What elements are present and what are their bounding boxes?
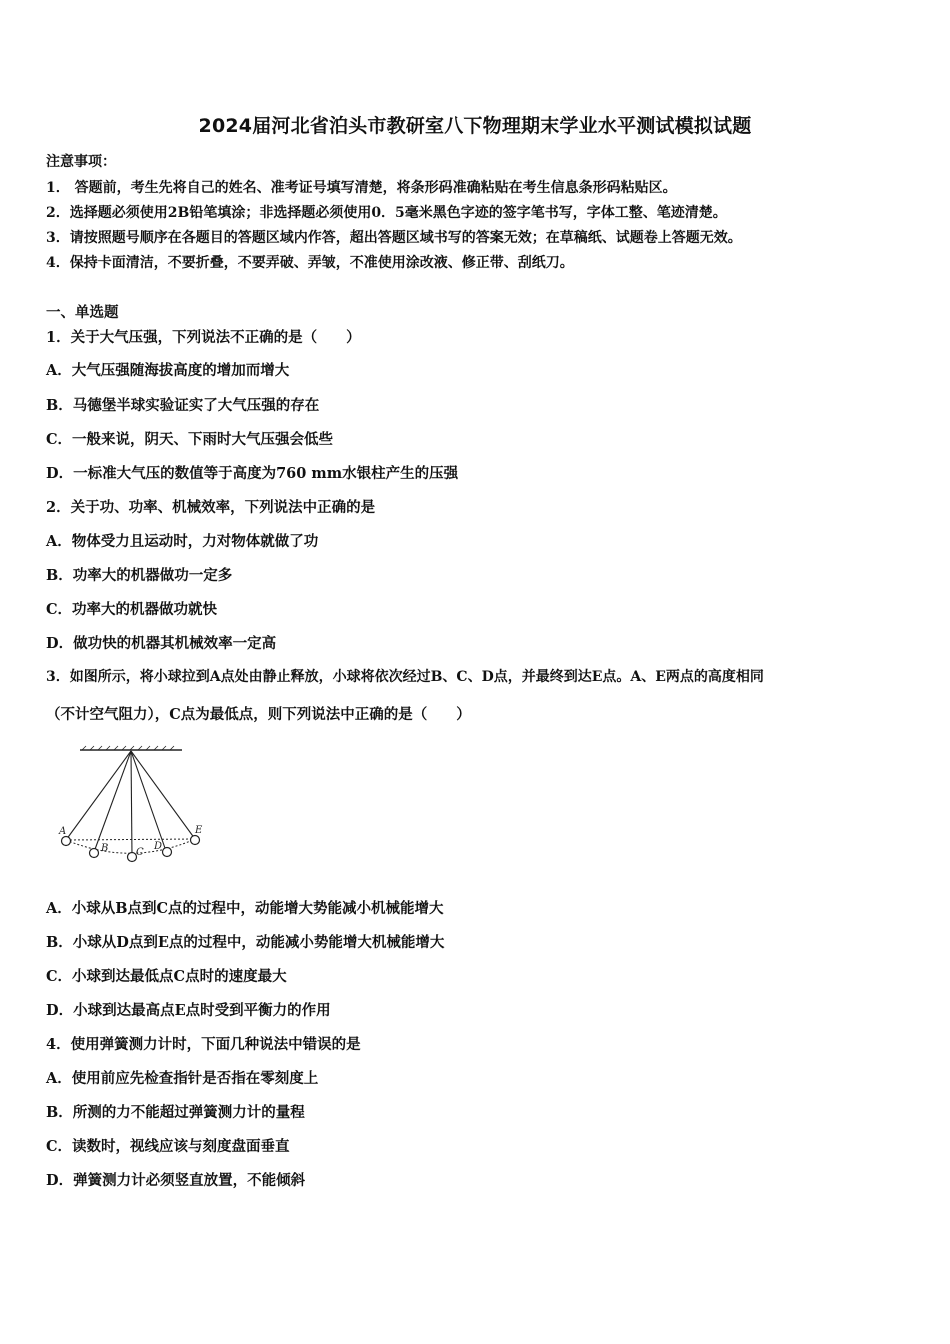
question-option[interactable]: B．马德堡半球实验证实了大气压强的存在 <box>46 397 320 414</box>
pendulum-diagram <box>50 745 220 870</box>
question-option[interactable]: D．做功快的机器其机械效率一定高 <box>46 635 277 652</box>
question-option[interactable]: C．小球到达最低点C点时的速度最大 <box>46 968 287 985</box>
figure-label-d: D <box>154 841 163 852</box>
question-option[interactable]: A．小球从B点到C点的过程中，动能增大势能减小机械能增大 <box>46 900 444 917</box>
question-option[interactable]: C．功率大的机器做功就快 <box>46 601 218 618</box>
question-option[interactable]: D．一标准大气压的数值等于高度为760 mm水银柱产生的压强 <box>46 465 459 482</box>
pendulum-figure <box>50 745 220 870</box>
figure-label-e: E <box>195 825 203 836</box>
figure-label-c: C <box>136 847 144 858</box>
figure-label-a: A <box>59 826 67 837</box>
question-option[interactable]: D．弹簧测力计必须竖直放置，不能倾斜 <box>46 1172 306 1189</box>
question-stem: 4．使用弹簧测力计时，下面几种说法中错误的是 <box>46 1036 361 1053</box>
question-option[interactable]: D．小球到达最高点E点时受到平衡力的作用 <box>46 1002 331 1019</box>
notice-item: 2．选择题必须使用2B铅笔填涂；非选择题必须使用0．5毫米黑色字迹的签字笔书写，字体工整、笔迹清楚。 <box>46 205 727 221</box>
section-heading: 一、单选题 <box>46 304 119 321</box>
notice-heading: 注意事项： <box>46 154 116 170</box>
question-option[interactable]: C．一般来说，阴天、下雨时大气压强会低些 <box>46 431 334 448</box>
height-reference-line <box>66 839 195 840</box>
swing-path <box>66 839 195 853</box>
question-option[interactable]: B．功率大的机器做功一定多 <box>46 567 233 584</box>
question-stem-continued: （不计空气阻力），C点为最低点，则下列说法中正确的是（ ） <box>46 706 471 723</box>
question-option[interactable]: B．小球从D点到E点的过程中，动能减小势能增大机械能增大 <box>46 934 445 951</box>
question-option[interactable]: A．物体受力且运动时，力对物体就做了功 <box>46 533 319 550</box>
question-option[interactable]: A．使用前应先检查指针是否指在零刻度上 <box>46 1070 319 1087</box>
question-option[interactable]: C．读数时，视线应该与刻度盘面垂直 <box>46 1138 290 1155</box>
question-stem: 1．关于大气压强，下列说法不正确的是（ ） <box>46 329 361 346</box>
question-option[interactable]: B．所测的力不能超过弹簧测力计的量程 <box>46 1104 305 1121</box>
notice-item: 1． 答题前，考生先将自己的姓名、准考证号填写清楚，将条形码准确粘贴在考生信息条形码粘贴区。 <box>46 180 677 196</box>
notice-item: 3．请按照题号顺序在各题目的答题区域内作答，超出答题区域书写的答案无效；在草稿纸、试题卷上答题无效。 <box>46 230 742 246</box>
page-title: 2024届河北省泊头市教研室八下物理期末学业水平测试模拟试题 <box>198 115 752 137</box>
notice-item: 4．保持卡面清洁，不要折叠，不要弄破、弄皱，不准使用涂改液、修正带、刮纸刀。 <box>46 255 574 271</box>
pendulum-strings <box>66 751 195 856</box>
question-option[interactable]: A．大气压强随海拔高度的增加而增大 <box>46 362 290 379</box>
question-stem: 3．如图所示，将小球拉到A点处由静止释放，小球将依次经过B、C、D点，并最终到达E点。A、E两点的高度相同 <box>46 669 764 685</box>
question-stem: 2．关于功、功率、机械效率，下列说法中正确的是 <box>46 499 376 516</box>
figure-label-b: B <box>101 843 109 854</box>
